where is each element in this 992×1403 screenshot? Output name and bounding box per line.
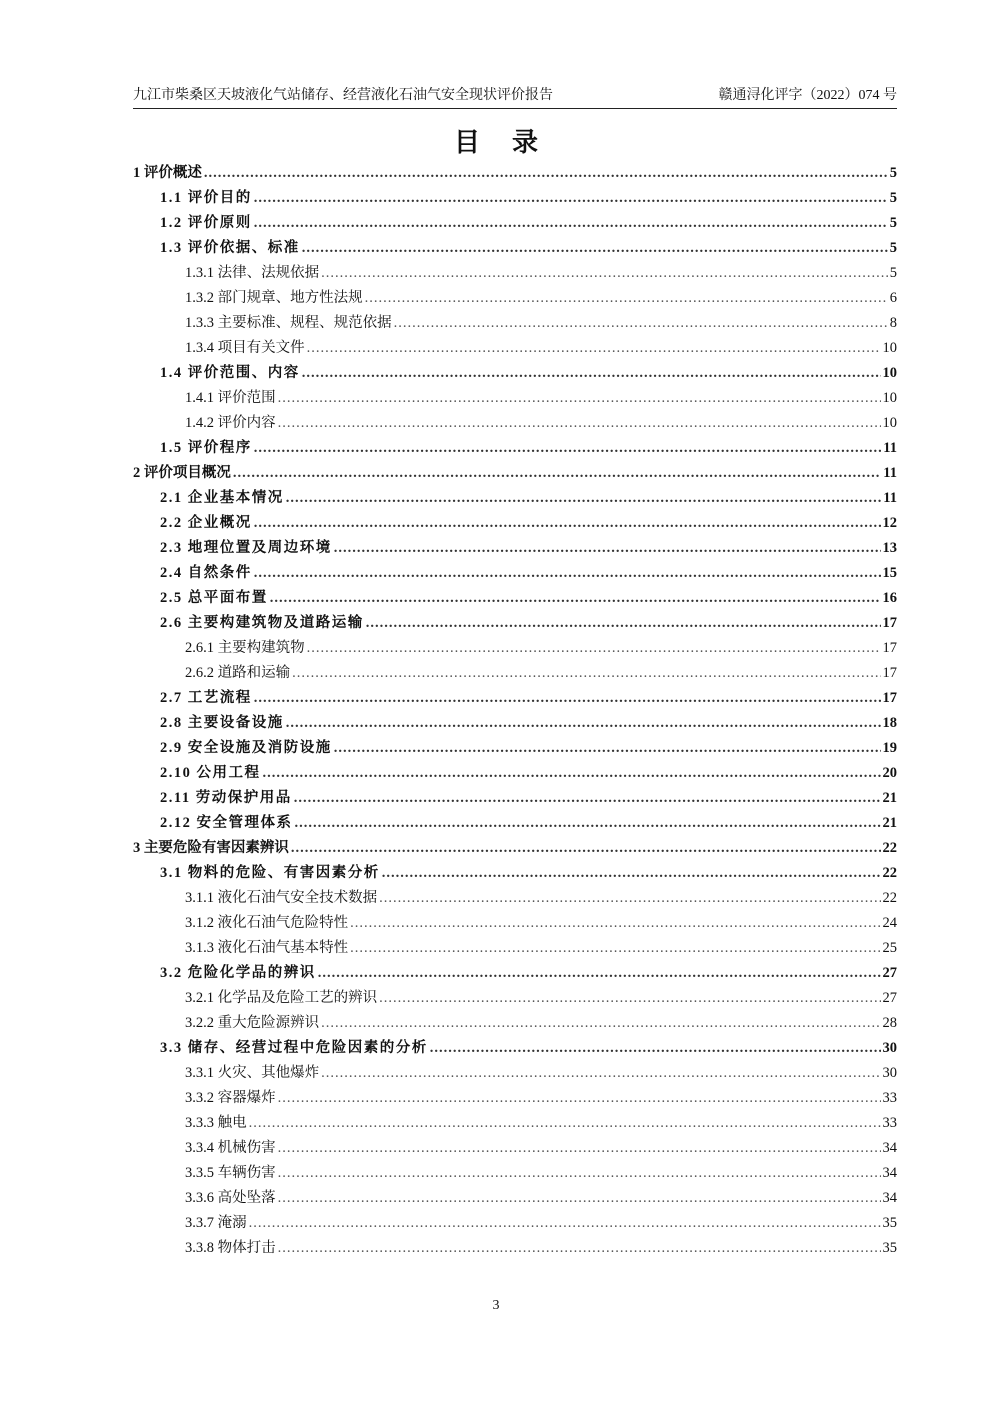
toc-entry-label: 1.3.2 部门规章、地方性法规 xyxy=(185,290,363,306)
toc-entry-page: 27 xyxy=(882,965,897,981)
toc-entry[interactable] xyxy=(133,386,897,411)
toc-leader-dots xyxy=(318,961,881,986)
toc-leader-dots xyxy=(321,261,888,286)
toc-entry-label: 3.3.6 高处坠落 xyxy=(185,1190,276,1206)
toc-entry-page: 28 xyxy=(882,1015,897,1031)
toc-entry-page: 19 xyxy=(882,740,897,756)
toc-leader-dots xyxy=(286,711,881,736)
header-report-number: 赣通浔化评字（2022）074 号 xyxy=(718,88,897,103)
header-report-title: 九江市柴桑区天坡液化气站储存、经营液化石油气安全现状评价报告 xyxy=(133,88,553,103)
toc-entry[interactable] xyxy=(133,561,897,586)
toc-entry-label: 1 评价概述 xyxy=(133,165,202,181)
toc-entry[interactable] xyxy=(133,661,897,686)
toc-entry[interactable] xyxy=(133,236,897,261)
toc-entry-label: 3.1.3 液化石油气基本特性 xyxy=(185,940,349,956)
toc-leader-dots xyxy=(286,486,882,511)
toc-entry-page: 24 xyxy=(882,915,897,931)
toc-entry-page: 11 xyxy=(883,465,897,481)
toc-entry[interactable] xyxy=(133,1186,897,1211)
toc-entry-page: 22 xyxy=(882,890,897,906)
toc-entry-page: 22 xyxy=(882,840,897,856)
toc-entry-page: 35 xyxy=(882,1240,897,1256)
toc-entry-page: 10 xyxy=(882,365,897,381)
toc-entry-label: 1.4 评价范围、内容 xyxy=(160,365,300,381)
toc-entry[interactable] xyxy=(133,911,897,936)
toc-leader-dots xyxy=(263,761,881,786)
toc-leader-dots xyxy=(334,536,881,561)
toc-entry-page: 11 xyxy=(883,490,897,506)
toc-entry-page: 17 xyxy=(882,690,897,706)
toc-entry[interactable] xyxy=(133,936,897,961)
toc-entry[interactable] xyxy=(133,961,897,986)
toc-entry[interactable] xyxy=(133,736,897,761)
toc-entry[interactable] xyxy=(133,461,897,486)
toc-leader-dots xyxy=(365,286,888,311)
toc-entry-label: 3.3.1 火灾、其他爆炸 xyxy=(185,1065,320,1081)
toc-entry[interactable] xyxy=(133,186,897,211)
toc-entry-page: 8 xyxy=(889,315,897,331)
table-of-contents xyxy=(133,161,897,1261)
toc-entry-label: 2.11 劳动保护用品 xyxy=(160,790,292,806)
toc-entry-page: 33 xyxy=(882,1090,897,1106)
toc-entry-page: 30 xyxy=(882,1065,897,1081)
toc-leader-dots xyxy=(302,361,881,386)
toc-leader-dots xyxy=(278,411,881,436)
toc-leader-dots xyxy=(278,1236,881,1261)
toc-entry-label: 3.1 物料的危险、有害因素分析 xyxy=(160,865,380,881)
toc-entry-label: 1.4.1 评价范围 xyxy=(185,390,276,406)
toc-leader-dots xyxy=(334,736,881,761)
page-header xyxy=(133,86,897,109)
toc-leader-dots xyxy=(278,1161,881,1186)
toc-entry[interactable] xyxy=(133,1136,897,1161)
toc-leader-dots xyxy=(254,686,881,711)
toc-leader-dots xyxy=(294,786,881,811)
page-title: 目录 xyxy=(453,128,570,157)
toc-entry-page: 17 xyxy=(882,665,897,681)
toc-entry[interactable] xyxy=(133,761,897,786)
toc-leader-dots xyxy=(292,661,880,686)
toc-entry-label: 3.3.5 车辆伤害 xyxy=(185,1165,276,1181)
toc-entry[interactable] xyxy=(133,861,897,886)
toc-entry[interactable] xyxy=(133,511,897,536)
toc-entry-page: 13 xyxy=(882,540,897,556)
toc-leader-dots xyxy=(321,1061,880,1086)
toc-entry-label: 2.1 企业基本情况 xyxy=(160,490,284,506)
toc-leader-dots xyxy=(321,1011,880,1036)
toc-leader-dots xyxy=(249,1111,881,1136)
toc-leader-dots xyxy=(302,236,888,261)
toc-entry-page: 17 xyxy=(882,615,897,631)
toc-entry[interactable] xyxy=(133,1086,897,1111)
toc-entry[interactable] xyxy=(133,886,897,911)
toc-entry-label: 3 主要危险有害因素辨识 xyxy=(133,840,289,856)
toc-entry[interactable] xyxy=(133,1111,897,1136)
toc-entry[interactable] xyxy=(133,1161,897,1186)
toc-leader-dots xyxy=(307,636,881,661)
toc-leader-dots xyxy=(270,586,881,611)
toc-entry-label: 1.3.1 法律、法规依据 xyxy=(185,265,320,281)
toc-leader-dots xyxy=(307,336,881,361)
toc-entry[interactable] xyxy=(133,486,897,511)
toc-entry-page: 10 xyxy=(882,390,897,406)
toc-leader-dots xyxy=(394,311,888,336)
toc-leader-dots xyxy=(278,1186,881,1211)
toc-entry-label: 3.3.3 触电 xyxy=(185,1115,247,1131)
toc-entry-page: 34 xyxy=(882,1140,897,1156)
toc-entry-label: 1.2 评价原则 xyxy=(160,215,252,231)
toc-entry-page: 22 xyxy=(882,865,897,881)
toc-entry[interactable] xyxy=(133,311,897,336)
toc-leader-dots xyxy=(278,386,881,411)
toc-entry-label: 1.3.4 项目有关文件 xyxy=(185,340,305,356)
toc-entry[interactable] xyxy=(133,711,897,736)
toc-entry[interactable] xyxy=(133,986,897,1011)
toc-entry-label: 2.6 主要构建筑物及道路运输 xyxy=(160,615,364,631)
toc-entry-page: 10 xyxy=(882,340,897,356)
toc-leader-dots xyxy=(254,436,882,461)
toc-entry-label: 2.3 地理位置及周边环境 xyxy=(160,540,332,556)
toc-entry[interactable] xyxy=(133,1061,897,1086)
toc-entry-label: 1.1 评价目的 xyxy=(160,190,252,206)
toc-entry[interactable] xyxy=(133,261,897,286)
toc-entry-page: 12 xyxy=(882,515,897,531)
toc-entry[interactable] xyxy=(133,611,897,636)
toc-entry-page: 5 xyxy=(889,215,897,231)
toc-entry-label: 3.2.2 重大危险源辨识 xyxy=(185,1015,320,1031)
toc-leader-dots xyxy=(204,161,888,186)
toc-entry-page: 17 xyxy=(882,640,897,656)
toc-entry-label: 2.6.1 主要构建筑物 xyxy=(185,640,305,656)
toc-entry-label: 2.8 主要设备设施 xyxy=(160,715,284,731)
toc-entry[interactable] xyxy=(133,1211,897,1236)
toc-entry[interactable] xyxy=(133,686,897,711)
toc-leader-dots xyxy=(254,186,888,211)
toc-entry-label: 2.5 总平面布置 xyxy=(160,590,268,606)
toc-entry-page: 30 xyxy=(882,1040,897,1056)
toc-leader-dots xyxy=(278,1086,881,1111)
toc-entry-label: 3.1.1 液化石油气安全技术数据 xyxy=(185,890,378,906)
toc-entry-page: 25 xyxy=(882,940,897,956)
toc-entry[interactable] xyxy=(133,211,897,236)
toc-leader-dots xyxy=(254,211,888,236)
toc-entry-label: 3.2 危险化学品的辨识 xyxy=(160,965,316,981)
toc-entry[interactable] xyxy=(133,161,897,186)
toc-entry-label: 3.3.7 淹溺 xyxy=(185,1215,247,1231)
toc-leader-dots xyxy=(379,886,880,911)
toc-entry[interactable] xyxy=(133,636,897,661)
toc-entry-label: 2.7 工艺流程 xyxy=(160,690,252,706)
toc-entry-page: 5 xyxy=(889,265,897,281)
toc-entry-label: 3.3.2 容器爆炸 xyxy=(185,1090,276,1106)
page-number: 3 xyxy=(492,1298,500,1313)
toc-entry-label: 1.5 评价程序 xyxy=(160,440,252,456)
toc-entry[interactable] xyxy=(133,586,897,611)
toc-entry-label: 3.3.8 物体打击 xyxy=(185,1240,276,1256)
toc-leader-dots xyxy=(382,861,881,886)
toc-entry-label: 2.9 安全设施及消防设施 xyxy=(160,740,332,756)
toc-entry-label: 3.2.1 化学品及危险工艺的辨识 xyxy=(185,990,378,1006)
toc-entry[interactable] xyxy=(133,1236,897,1261)
toc-entry[interactable] xyxy=(133,1036,897,1061)
toc-entry[interactable] xyxy=(133,336,897,361)
toc-entry[interactable] xyxy=(133,1011,897,1036)
toc-entry[interactable] xyxy=(133,286,897,311)
toc-leader-dots xyxy=(291,836,881,861)
toc-entry[interactable] xyxy=(133,361,897,386)
toc-entry-page: 35 xyxy=(882,1215,897,1231)
toc-entry[interactable] xyxy=(133,811,897,836)
toc-entry-label: 2.4 自然条件 xyxy=(160,565,252,581)
toc-entry-label: 3.1.2 液化石油气危险特性 xyxy=(185,915,349,931)
toc-leader-dots xyxy=(350,936,880,961)
toc-entry-label: 2.10 公用工程 xyxy=(160,765,261,781)
toc-leader-dots xyxy=(350,911,880,936)
toc-entry-label: 1.3.3 主要标准、规程、规范依据 xyxy=(185,315,392,331)
toc-entry-label: 3.3 储存、经营过程中危险因素的分析 xyxy=(160,1040,428,1056)
toc-entry[interactable] xyxy=(133,411,897,436)
toc-entry-page: 21 xyxy=(882,815,897,831)
toc-leader-dots xyxy=(249,1211,881,1236)
toc-leader-dots xyxy=(254,511,881,536)
toc-entry-page: 10 xyxy=(882,415,897,431)
toc-leader-dots xyxy=(278,1136,881,1161)
toc-leader-dots xyxy=(295,811,881,836)
toc-leader-dots xyxy=(254,561,881,586)
toc-entry-page: 21 xyxy=(882,790,897,806)
toc-entry-page: 5 xyxy=(889,240,897,256)
toc-entry-page: 6 xyxy=(889,290,897,306)
toc-entry-page: 34 xyxy=(882,1165,897,1181)
toc-entry-page: 18 xyxy=(882,715,897,731)
toc-entry-page: 33 xyxy=(882,1115,897,1131)
toc-entry[interactable] xyxy=(133,836,897,861)
toc-entry[interactable] xyxy=(133,536,897,561)
toc-entry-label: 2.12 安全管理体系 xyxy=(160,815,293,831)
toc-leader-dots xyxy=(233,461,881,486)
toc-entry[interactable] xyxy=(133,436,897,461)
toc-entry-label: 2 评价项目概况 xyxy=(133,465,231,481)
toc-entry-page: 16 xyxy=(882,590,897,606)
toc-entry-page: 11 xyxy=(883,440,897,456)
toc-entry-page: 20 xyxy=(882,765,897,781)
toc-entry-label: 3.3.4 机械伤害 xyxy=(185,1140,276,1156)
toc-entry[interactable] xyxy=(133,786,897,811)
toc-entry-page: 5 xyxy=(889,190,897,206)
toc-entry-label: 2.6.2 道路和运输 xyxy=(185,665,291,681)
toc-leader-dots xyxy=(379,986,880,1011)
toc-entry-page: 34 xyxy=(882,1190,897,1206)
toc-entry-label: 1.3 评价依据、标准 xyxy=(160,240,300,256)
toc-entry-label: 1.4.2 评价内容 xyxy=(185,415,276,431)
toc-leader-dots xyxy=(430,1036,881,1061)
toc-entry-label: 2.2 企业概况 xyxy=(160,515,252,531)
toc-entry-page: 15 xyxy=(882,565,897,581)
toc-entry-page: 27 xyxy=(882,990,897,1006)
toc-entry-page: 5 xyxy=(889,165,897,181)
toc-leader-dots xyxy=(366,611,881,636)
